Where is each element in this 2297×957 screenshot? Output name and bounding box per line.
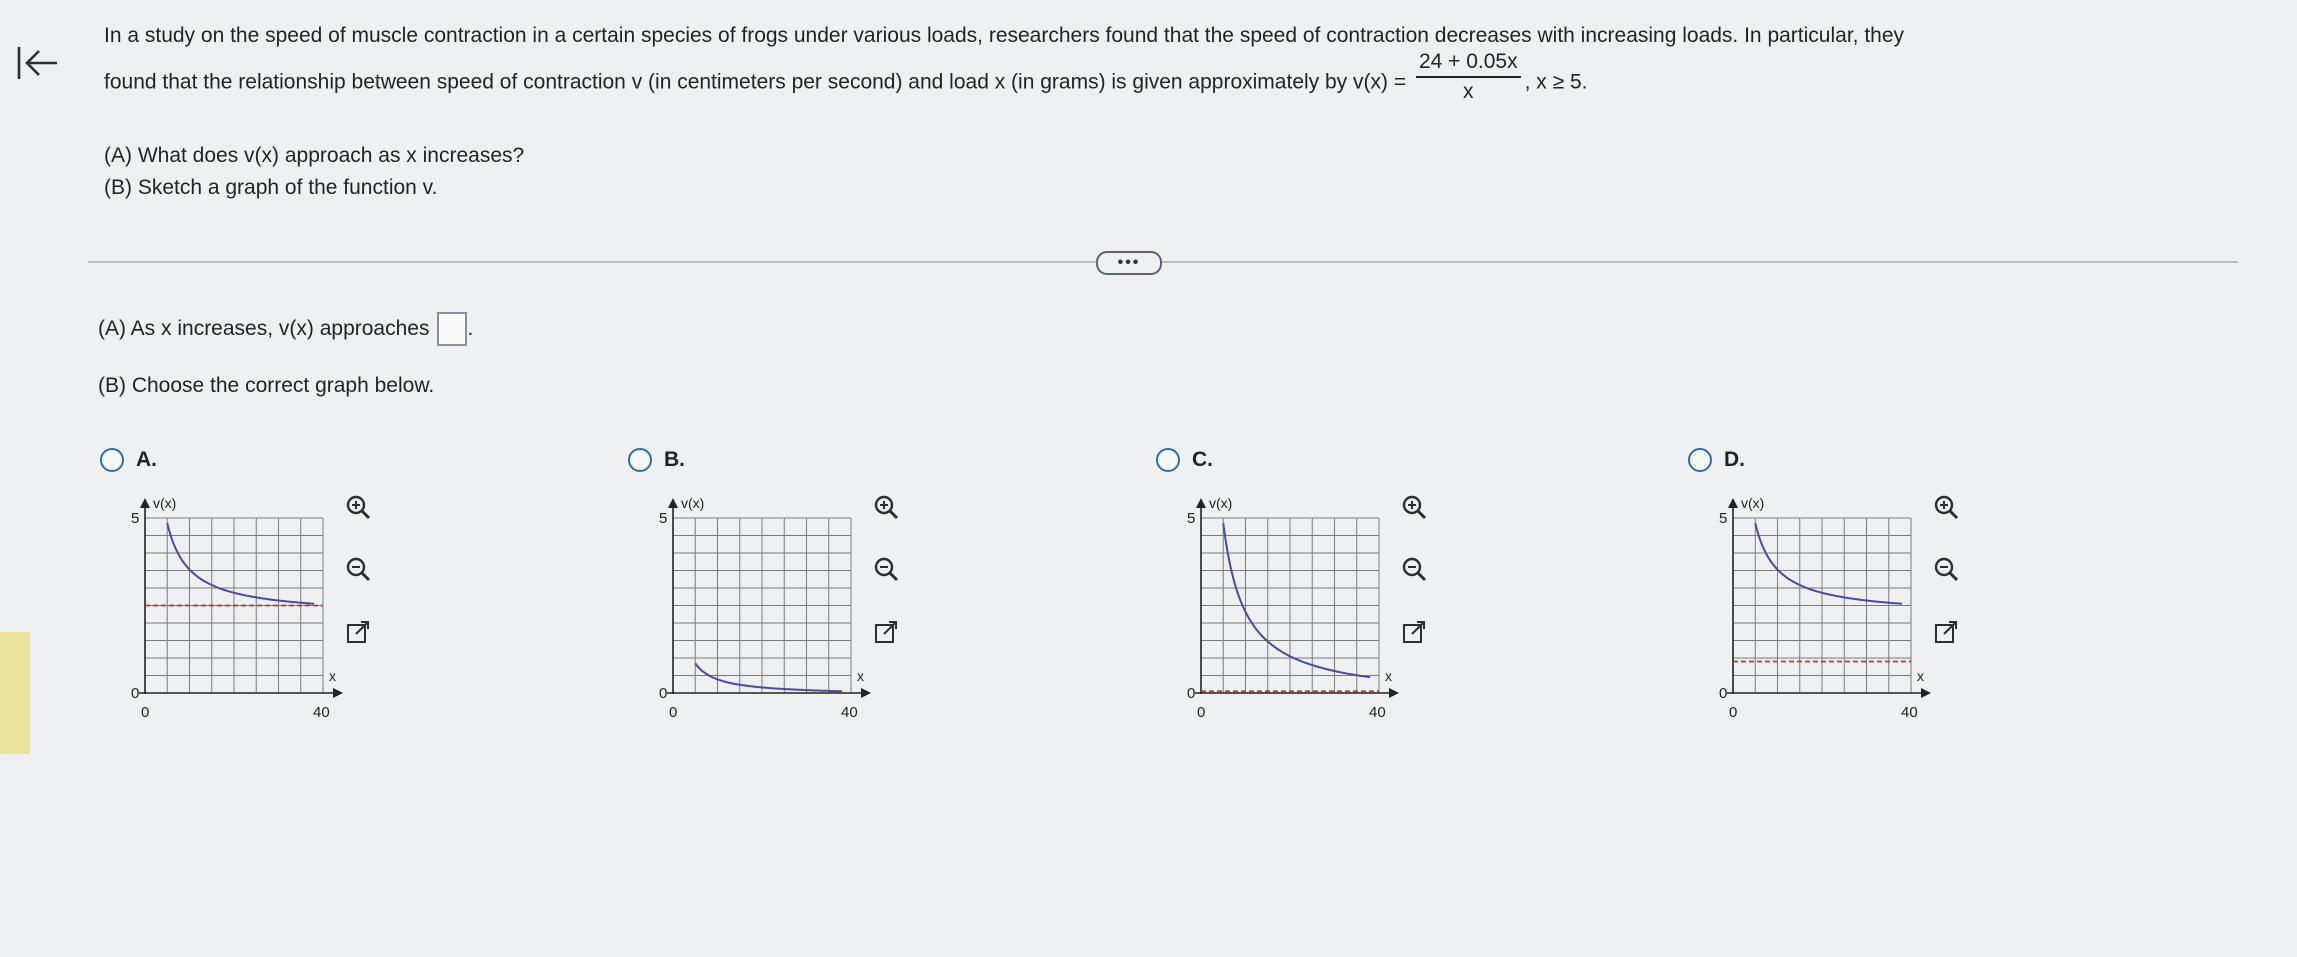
answer-b-label: (B) Choose the correct graph below. [98,374,435,397]
radio-button[interactable] [1688,448,1712,472]
option-c [1156,448,1496,748]
y-axis-label: v(x) [1209,495,1233,511]
zoom-out-icon [1399,555,1429,585]
question-text [104,16,2224,110]
radio-button[interactable] [100,448,124,472]
question-parts [104,140,524,204]
zoom-out-button[interactable] [1396,552,1432,588]
graph-d [1688,482,1958,732]
option-d [1688,448,2028,748]
part-a-prompt: (A) What does v(x) approach as x increases? [104,144,525,167]
x-tick-max: 40 [1901,704,1918,721]
option-a [100,448,440,748]
part-b-prompt: (B) Sketch a graph of the function v. [104,176,438,199]
option-letter: B. [664,448,685,471]
answer-a-label: (A) As x increases, v(x) approaches [98,317,430,340]
more-options-button[interactable]: ••• [1096,251,1162,275]
section-divider [88,261,2238,263]
x-tick-min: 0 [1729,704,1738,721]
x-axis-label: x [857,668,864,684]
option-letter: D. [1724,448,1745,471]
x-tick-min: 0 [1197,704,1206,721]
answer-a-row [98,312,473,346]
fraction-denominator: x [1463,80,1474,103]
domain-condition: , x ≥ 5. [1524,70,1588,94]
y-axis-arrow [140,498,150,508]
popout-icon [871,617,901,647]
y-axis-arrow [668,498,678,508]
left-accent-bar [0,632,30,754]
zoom-out-icon [871,555,901,585]
popout-button[interactable] [340,614,376,650]
option-b-selector[interactable] [628,448,968,472]
question-line-2 [104,50,2224,110]
y-tick-min: 0 [131,685,140,702]
x-axis-label: x [329,668,336,684]
popout-icon [1931,617,1961,647]
x-tick-min: 0 [141,704,150,721]
zoom-out-icon [1931,555,1961,585]
x-axis-arrow [333,688,343,698]
popout-icon [1399,617,1429,647]
zoom-out-button[interactable] [340,552,376,588]
x-axis-label: x [1917,668,1924,684]
y-axis-label: v(x) [1741,495,1765,511]
option-letter: A. [136,448,157,471]
popout-icon [343,617,373,647]
zoom-in-icon [1931,493,1961,523]
y-tick-max: 5 [131,510,140,527]
answer-a-period: . [467,317,474,340]
back-button[interactable] [12,40,62,86]
zoom-out-icon [343,555,373,585]
radio-button[interactable] [628,448,652,472]
x-axis-label: x [1385,668,1392,684]
question-line-2-text: found that the relationship between speed of contraction v (in centimeters per second) and load x (in grams) is given approximately by v(x) = [104,70,1407,94]
option-d-selector[interactable] [1688,448,2028,472]
zoom-in-button[interactable] [340,490,376,526]
popout-button[interactable] [1396,614,1432,650]
y-tick-min: 0 [1719,685,1728,702]
answer-a-input[interactable] [437,312,467,346]
question-line-1: In a study on the speed of muscle contraction in a certain species of frogs under various loads, researchers found that the speed of contraction decreases with increasing loads. In particular, they [104,24,1905,47]
y-tick-max: 5 [1719,510,1728,527]
popout-button[interactable] [1928,614,1964,650]
graph-a [100,482,370,732]
y-tick-min: 0 [659,685,668,702]
option-c-selector[interactable] [1156,448,1496,472]
y-tick-max: 5 [1187,510,1196,527]
zoom-out-button[interactable] [868,552,904,588]
y-tick-min: 0 [1187,685,1196,702]
y-tick-max: 5 [659,510,668,527]
x-tick-max: 40 [313,704,330,721]
y-axis-arrow [1196,498,1206,508]
zoom-in-icon [343,493,373,523]
x-tick-max: 40 [841,704,858,721]
zoom-in-button[interactable] [1928,490,1964,526]
zoom-out-button[interactable] [1928,552,1964,588]
popout-button[interactable] [868,614,904,650]
x-axis-arrow [1921,688,1931,698]
radio-button[interactable] [1156,448,1180,472]
graph-b [628,482,898,732]
function-fraction [1416,50,1521,104]
option-a-selector[interactable] [100,448,440,472]
y-axis-label: v(x) [681,495,705,511]
back-arrow-icon [15,45,59,81]
zoom-in-icon [1399,493,1429,523]
zoom-in-button[interactable] [1396,490,1432,526]
x-tick-min: 0 [669,704,678,721]
fraction-numerator: 24 + 0.05x [1416,50,1521,78]
y-axis-label: v(x) [153,495,177,511]
x-tick-max: 40 [1369,704,1386,721]
y-axis-arrow [1728,498,1738,508]
graph-c [1156,482,1426,732]
x-axis-arrow [1389,688,1399,698]
option-b [628,448,968,748]
zoom-in-button[interactable] [868,490,904,526]
option-letter: C. [1192,448,1213,471]
x-axis-arrow [861,688,871,698]
zoom-in-icon [871,493,901,523]
